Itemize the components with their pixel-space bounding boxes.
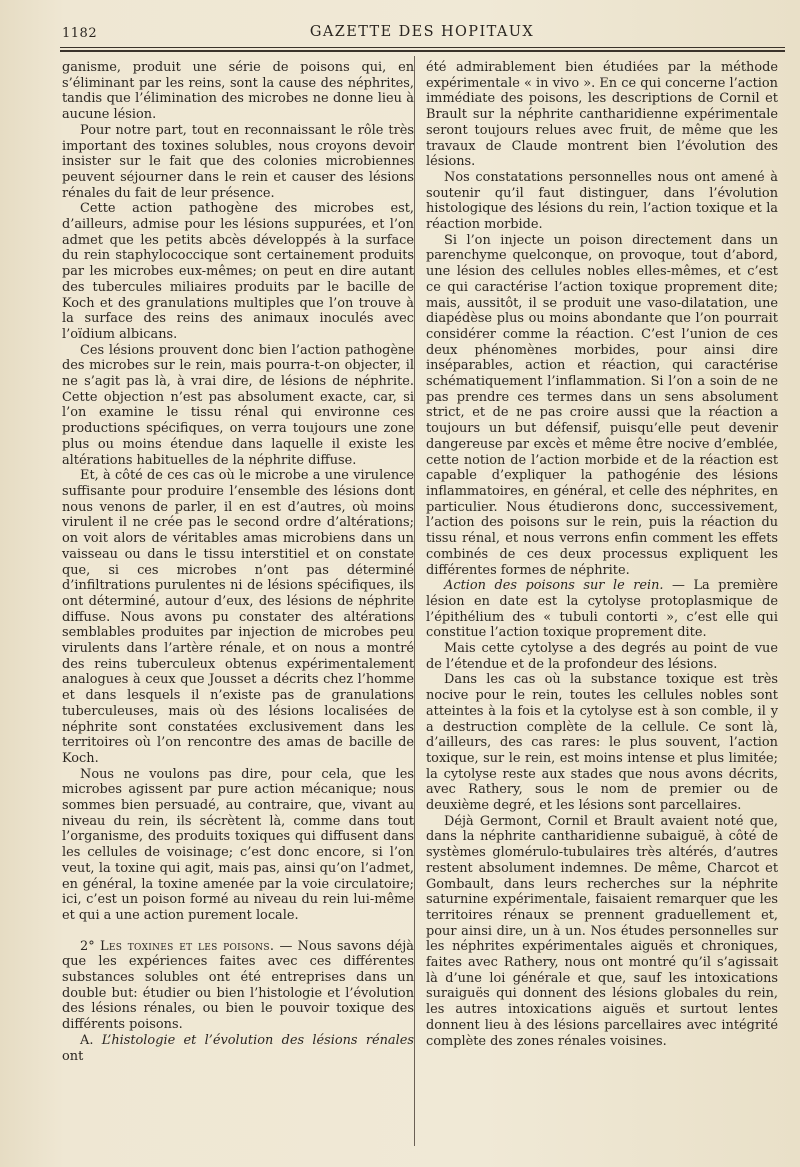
subsection-text: ont xyxy=(62,1048,84,1064)
section-text: — Nous savons déjà que les expériences faites avec ces différentes substances solubles ont été entreprises dans un double but: étudier ou bien l’histologie et l’évolution des lésions rénales, ou bien le pouvoir toxique des différents poisons. xyxy=(62,938,414,1033)
subsection-paragraph xyxy=(62,1033,414,1064)
paragraph: Ces lésions prouvent donc bien l’action pathogène des microbes sur le rein, mais pourra-t-on objecter, il ne s’agit pas là, à vrai dire, de lésions de néphrite. Cette objection n’est pas absolument exacte, car, si l’on examine le tissu rénal qui environne ces productions spécifiques, on verra toujours une zone plus ou moins étendue dans laquelle il existe les altérations habituelles de la néphrite diffuse. xyxy=(62,342,414,468)
header-rule-thick xyxy=(60,50,785,52)
subheading-text: — La première lésion en date est la cytolyse protoplasmique de l’épithélium des « tubuli contorti », c’est elle qui constitue l’action toxique proprement dite. xyxy=(426,578,778,641)
subsection-heading: L’histologie et l’évolution des lésions rénales xyxy=(101,1032,414,1048)
paragraph: Pour notre part, tout en reconnaissant le rôle très important des toxines solubles, nous croyons devoir insister sur le fait que des colonies microbiennes peuvent séjourner dans le rein et causer des lésions rénales du fait de leur présence. xyxy=(62,122,414,201)
paragraph: Nous ne voulons pas dire, pour cela, que les microbes agissent par pure action mécanique; nous sommes bien persuadé, au contraire, que, vivant au niveau du rein, ils sécrètent là, comme dans tout l’organisme, des produits toxiques qui diffusent dans les cellules de voisinage; c’est donc encore, si l’on veut, la toxine qui agit, mais pas, ainsi qu’on l’admet, en général, la toxine amenée par la voie circulatoire; ici, c’est un poison formé au niveau du rein lui-même et qui a une action purement locale. xyxy=(62,766,414,923)
column-divider xyxy=(414,56,415,1146)
paragraph: Cette action pathogène des microbes est, d’ailleurs, admise pour les lésions suppurées, et l’on admet que les petits abcès développés à la surface du rein staphylococcique sont certainement produits par les microbes eux-mêmes; on peut en dire autant des tubercules miliaires produits par le bacille de Koch et des granulations multiples que l’on trouve à la surface des reins des animaux inoculés avec l’oïdium albicans. xyxy=(62,201,414,342)
paragraph: été admirablement bien étudiées par la méthode expérimentale « in vivo ». En ce qui concerne l’action immédiate des poisons, les descriptions de Cornil et Brault sur la néphrite cantharidienne expérimentale seront toujours relues avec fruit, de même que les travaux de Claude montrent bien l’évolution des lésions. xyxy=(426,60,778,170)
running-title: GAZETTE DES HOPITAUX xyxy=(309,24,535,40)
header-rule xyxy=(60,47,785,48)
page-number: 1182 xyxy=(62,26,98,41)
subsection-label: A. xyxy=(80,1032,94,1048)
section-heading: Les toxines et les poisons. xyxy=(99,938,275,954)
paragraph: Dans les cas où la substance toxique est très nocive pour le rein, toutes les cellules nobles sont atteintes à la fois et la cytolyse est à son comble, il y a destruction complète de la cellule. Ce sont là, d’ailleurs, des cas rares: le plus souvent, l’action toxique, sur le rein, est moins intense et plus limitée; la cytolyse reste aux stades que nous avons décrits, avec Rathery, sous le nom de premier ou de deuxième degré, et les lésions sont parcellaires. xyxy=(426,672,778,814)
paragraph: Mais cette cytolyse a des degrés au point de vue de l’étendue et de la profondeur des lésions. xyxy=(426,641,778,672)
paragraph: Nos constatations personnelles nous ont amené à soutenir qu’il faut distinguer, dans l’évolution histologique des lésions du rein, l’action toxique et la réaction morbide. xyxy=(426,169,778,233)
subheading-paragraph xyxy=(426,578,778,641)
subheading-action-poisons: Action des poisons sur le rein. xyxy=(444,578,664,594)
section-paragraph xyxy=(62,939,414,1033)
right-column xyxy=(426,60,778,1049)
section-number: 2° xyxy=(80,938,95,954)
page-header xyxy=(62,20,782,46)
paragraph: ganisme, produit une série de poisons qui, en s’éliminant par les reins, sont la cause des néphrites, tandis que l’élimination des microbes ne donne lieu à aucune lésion. xyxy=(62,60,414,123)
paragraph: Si l’on injecte un poison directement dans un parenchyme quelconque, on provoque, tout d’abord, une lésion des cellules nobles elles-mêmes, et c’est ce qui caractérise l’action toxique proprement dite; mais, aussitôt, il se produit une vaso-dilatation, une diapédèse plus ou moins abondante que l’on pourrait considérer comme la réaction. C’est l’union de ces deux phénomènes morbides, pour ainsi dire inséparables, action et réaction, qui caractérise schématiquement l’inflammation. Si l’on a soin de ne pas prendre ces termes dans un sens absolument strict, et de ne pas croire aussi que la réaction a toujours un but défensif, puisqu’elle peut devenir dangereuse par excès et même être nocive d’emblée, cette notion de l’action morbide et de la réaction est capable d’expliquer la pathogénie des lésions inflammatoires, en général, et celle des néphrites, en particulier. Nous étudierons donc, successivement, l’action des poisons sur le rein, puis la réaction du tissu rénal, et nous verrons enfin comment les effets combinés de ces deux processus expliquent les différentes formes de néphrite. xyxy=(426,232,778,578)
paragraph: Et, à côté de ces cas où le microbe a une virulence suffisante pour produire l’ensemble des lésions dont nous venons de parler, il en est d’autres, où moins virulent il ne crée pas le second ordre d’altérations; on voit alors de véritables amas microbiens dans un vaisseau ou dans le tissu interstitiel et on constate que, si ces microbes n’ont pas déterminé d’infiltrations purulentes ni de lésions spécifiques, ils ont déterminé, autour d’eux, des lésions de néphrite diffuse. Nous avons pu constater des altérations semblables produites par injection de microbes peu virulents dans l’artère rénale, et on nous a montré des reins tuberculeux obtenus expérimentalement analogues à ceux que Jousset a décrits chez l’homme et dans lesquels il n’existe pas de granulations tuberculeuses, mais où des lésions localisées de néphrite sont constatées exclusivement dans les territoires où l’on rencontre des amas de bacille de Koch. xyxy=(62,468,414,766)
left-column xyxy=(62,60,414,1064)
paragraph: Déjà Germont, Cornil et Brault avaient noté que, dans la néphrite cantharidienne subaiguë, à côté de systèmes glomérulo-tubulaires très altérés, d’autres restent absolument indemnes. De même, Charcot et Gombault, dans leurs recherches sur la néphrite saturnine expérimentale, faisaient remarquer que les territoires rénaux se prennent graduellement et, pour ainsi dire, un à un. Nos études personnelles sur les néphrites expérimentales aiguës et chroniques, faites avec Rathery, nous ont montré qu’il s’agissait là d’une loi générale et que, sauf les intoxications suraiguës qui donnent des lésions globales du rein, les autres intoxications aiguës et surtout lentes donnent lieu à des lésions parcellaires avec intégrité complète des zones rénales voisines. xyxy=(426,813,778,1049)
